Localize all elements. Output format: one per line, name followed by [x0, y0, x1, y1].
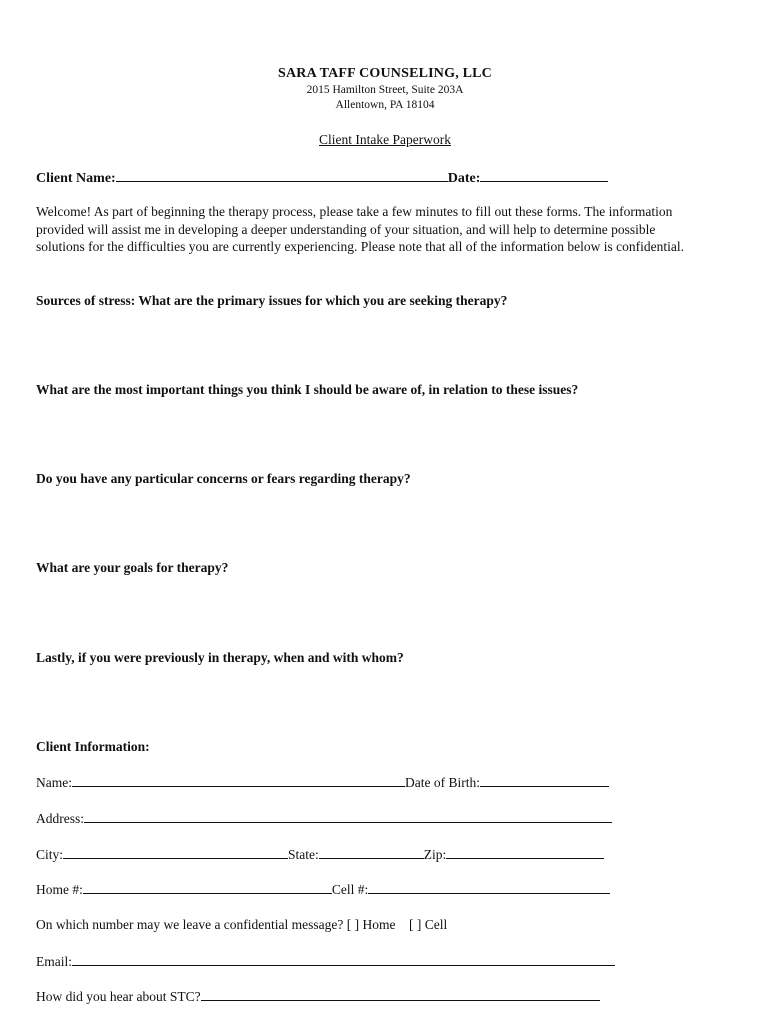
phone-row: [36, 881, 610, 898]
email-field[interactable]: [72, 953, 615, 966]
date-field[interactable]: [480, 167, 608, 182]
address-field[interactable]: [84, 810, 612, 823]
cell-phone-label: Cell #:: [331, 882, 369, 897]
email-row: [36, 953, 615, 970]
address-line-2: Allentown, PA 18104: [335, 99, 435, 111]
message-cell-checkbox[interactable]: [ ] Cell: [409, 917, 448, 932]
date-label: Date:: [447, 171, 481, 186]
client-information-heading: Client Information:: [36, 739, 150, 754]
address-label: Address:: [36, 811, 84, 826]
city-state-zip-row: [36, 846, 604, 863]
name-dob-row: [36, 774, 609, 791]
company-name: SARA TAFF COUNSELING, LLC: [277, 66, 492, 81]
zip-field[interactable]: [446, 846, 604, 859]
dob-field[interactable]: [480, 774, 609, 787]
city-field[interactable]: [63, 846, 288, 859]
welcome-paragraph: Welcome! As part of beginning the therapy process, please take a few minutes to fill out these forms. The information provided will assist me in developing a deeper understanding of your situation, and will help to determine possible solutions for the difficulties you are currently experiencing. Please note that all of the information below is confidential.: [36, 204, 684, 255]
name-field[interactable]: [72, 774, 405, 787]
question-sources-of-stress: Sources of stress: What are the primary issues for which you are seeking therapy?: [36, 293, 508, 308]
form-title: Client Intake Paperwork: [319, 132, 451, 147]
referral-row: [36, 988, 600, 1005]
referral-field[interactable]: [201, 988, 600, 1001]
name-label: Name:: [36, 775, 72, 790]
client-name-label: Client Name:: [36, 171, 116, 186]
zip-label: Zip:: [423, 847, 447, 862]
message-preference-row: [36, 917, 447, 933]
state-label: State:: [288, 847, 319, 862]
home-phone-field[interactable]: [83, 881, 332, 894]
address-row: [36, 810, 612, 827]
message-question: On which number may we leave a confidential message?: [36, 917, 344, 932]
state-field[interactable]: [319, 846, 424, 859]
question-goals: What are your goals for therapy?: [36, 560, 229, 575]
client-name-row: [36, 167, 608, 187]
question-previous-therapy: Lastly, if you were previously in therapy, when and with whom?: [36, 650, 404, 665]
dob-label: Date of Birth:: [405, 775, 480, 790]
message-home-checkbox[interactable]: [ ] Home: [346, 917, 396, 932]
address-line-1: 2015 Hamilton Street, Suite 203A: [306, 84, 464, 96]
city-label: City:: [36, 847, 64, 862]
referral-label: How did you hear about STC?: [36, 989, 201, 1004]
cell-phone-field[interactable]: [368, 881, 610, 894]
question-concerns-fears: Do you have any particular concerns or fears regarding therapy?: [36, 471, 411, 486]
question-important-things: What are the most important things you think I should be aware of, in relation to these issues?: [36, 382, 579, 397]
client-name-field[interactable]: [116, 167, 448, 182]
home-phone-label: Home #:: [36, 882, 83, 897]
email-label: Email:: [36, 954, 72, 969]
